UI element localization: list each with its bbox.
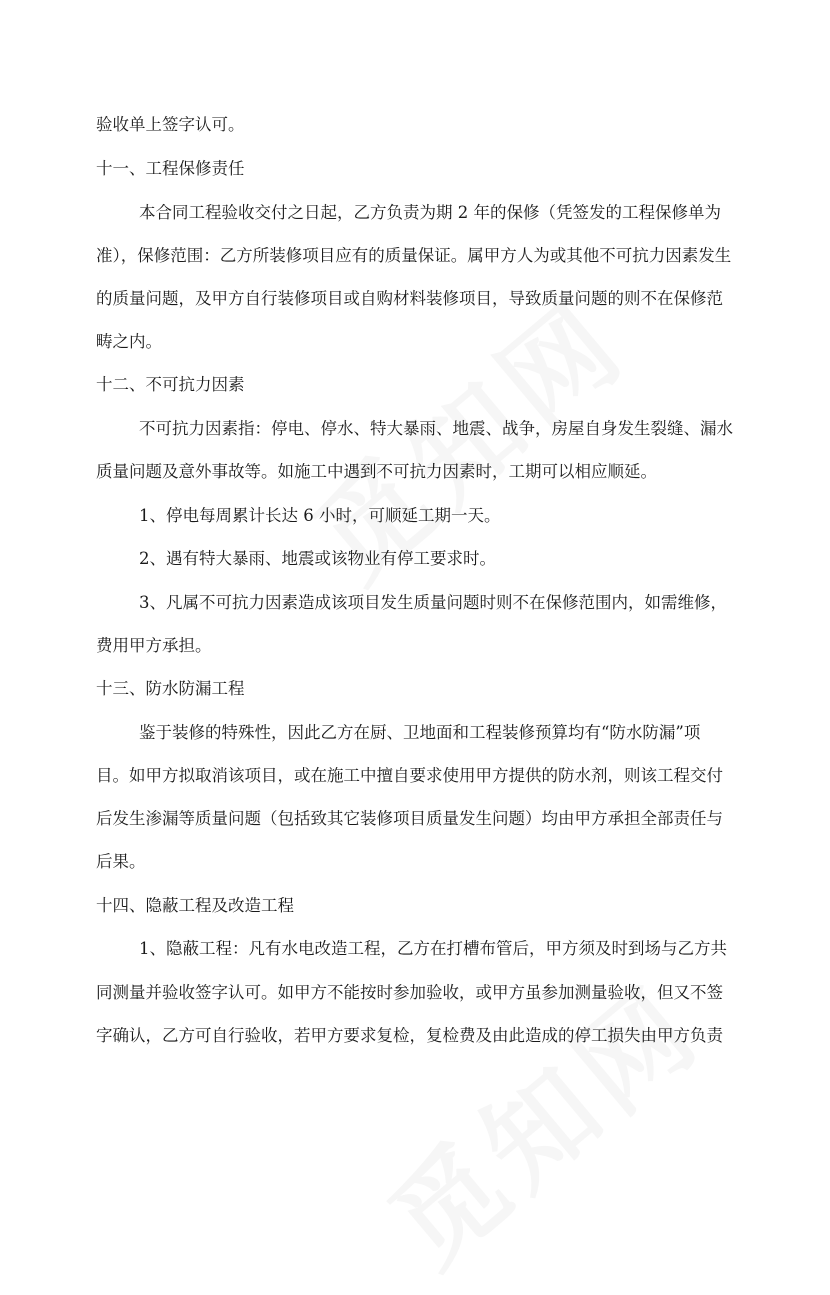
paragraph-line: 费用甲方承担。 <box>96 636 212 655</box>
paragraph-line: 的质量问题，及甲方自行装修项目或自购材料装修项目，导致质量问题的则不在保修范 <box>96 289 723 308</box>
list-item: 1、隐蔽工程：凡有水电改造工程，乙方在打槽布管后，甲方须及时到场与乙方共 <box>139 939 727 958</box>
paragraph-line: 准），保修范围：乙方所装修项目应有的质量保证。属甲方人为或其他不可抗力因素发生 <box>96 246 732 265</box>
section-heading: 十三、防水防漏工程 <box>96 679 245 698</box>
paragraph-line: 畴之内。 <box>96 332 162 351</box>
list-item: 1、停电每周累计长达 6 小时，可顺延工期一天。 <box>139 506 501 525</box>
paragraph-line: 同测量并验收签字认可。如甲方不能按时参加验收，或甲方虽参加测量验收，但又不签 <box>96 983 723 1002</box>
paragraph-line: 验收单上签字认可。 <box>96 115 245 134</box>
paragraph-line: 本合同工程验收交付之日起，乙方负责为期 2 年的保修（凭签发的工程保修单为 <box>139 203 721 222</box>
list-item: 2、遇有特大暴雨、地震或该物业有停工要求时。 <box>139 549 496 568</box>
section-heading: 十四、隐蔽工程及改造工程 <box>96 896 294 915</box>
list-item: 3、凡属不可抗力因素造成该项目发生质量问题时则不在保修范围内，如需维修， <box>139 593 727 612</box>
section-heading: 十二、不可抗力因素 <box>96 375 245 394</box>
paragraph-line: 目。如甲方拟取消该项目，或在施工中擅自要求使用甲方提供的防水剂，则该工程交付 <box>96 766 723 785</box>
paragraph-line: 不可抗力因素指：停电、停水、特大暴雨、地震、战争，房屋自身发生裂缝、漏水 <box>139 419 733 438</box>
paragraph-line: 质量问题及意外事故等。如施工中遇到不可抗力因素时，工期可以相应顺延。 <box>96 462 657 481</box>
paragraph-line: 鉴于装修的特殊性，因此乙方在厨、卫地面和工程装修预算均有“防水防漏”项 <box>139 723 701 742</box>
paragraph-line: 后果。 <box>96 852 146 871</box>
section-heading: 十一、工程保修责任 <box>96 159 245 178</box>
paragraph-line: 字确认，乙方可自行验收，若甲方要求复检，复检费及由此造成的停工损失由甲方负责 <box>96 1026 723 1045</box>
paragraph-line: 后发生渗漏等质量问题（包括致其它装修项目质量发生问题）均由甲方承担全部责任与 <box>96 809 723 828</box>
